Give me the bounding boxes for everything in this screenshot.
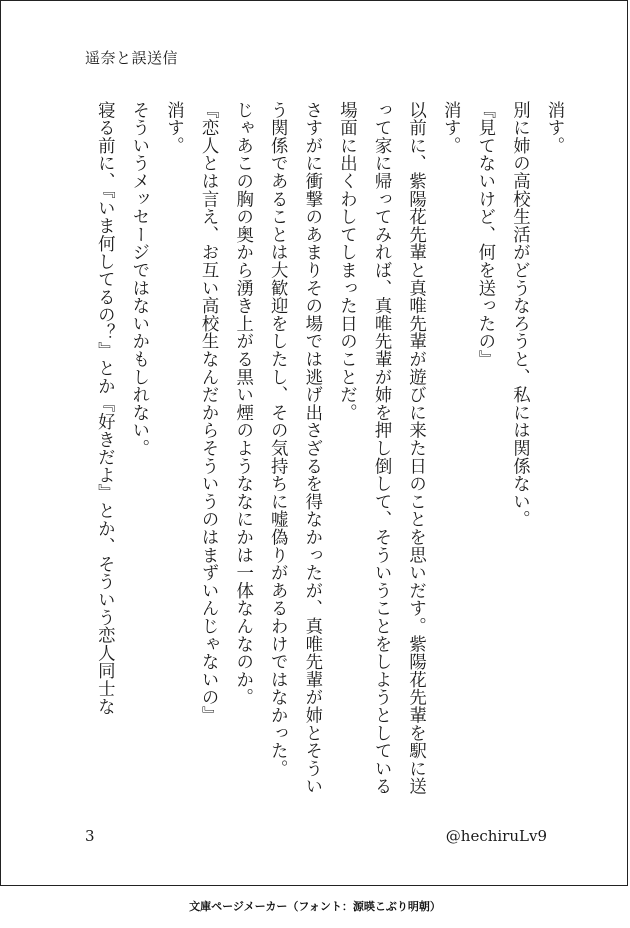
paragraph-4: 消す。 (440, 101, 461, 155)
paragraph-6: さすがに衝撃のあまりその場では逃げ出さざるを得なかったが、真唯先輩が姉とそういう関係であることは大歓迎をしたし、その気持ちに嘘偽りがあるわけではなかった。 (267, 101, 322, 796)
paragraph-5: 以前に、紫陽花先輩と真唯先輩が遊びに来た日のことを思いだす。紫陽花先輩を駅に送って家に帰ってみれば、真唯先輩が姉を押し倒して、そういうことをしようとしている場面に出くわしてしまった日のことだ。 (336, 101, 426, 796)
paragraph-8: 『恋人とは言え、お互い高校生なんだからそういうのはまずいんじゃないの』 (198, 101, 219, 724)
page-number: 3 (85, 827, 95, 845)
paragraph-9: 消す。 (163, 101, 184, 155)
body-text (71, 101, 571, 801)
paragraph-1: 消す。 (544, 101, 564, 155)
chapter-title: 遥奈と誤送信 (85, 49, 179, 67)
generator-caption: 文庫ページメーカー（フォント：源暎こぶり明朝） (189, 900, 441, 913)
author-handle: @hechiruLv9 (445, 827, 547, 845)
paragraph-10: そういうメッセージではないかもしれない。 (128, 101, 149, 457)
paragraph-11: 寝る前に、『いま何してるの？』とか『好きだよ』とか、そういう恋人同士な (94, 101, 115, 716)
paragraph-2: 別に姉の高校生活がどうなろうと、私には関係ない。 (509, 101, 530, 529)
paragraph-3: 『見てないけど、何を送ったの』 (474, 101, 495, 368)
paragraph-7: じゃあこの胸の奥から湧き上がる黒い煙のようななにかは一体なんなのか。 (232, 101, 253, 707)
